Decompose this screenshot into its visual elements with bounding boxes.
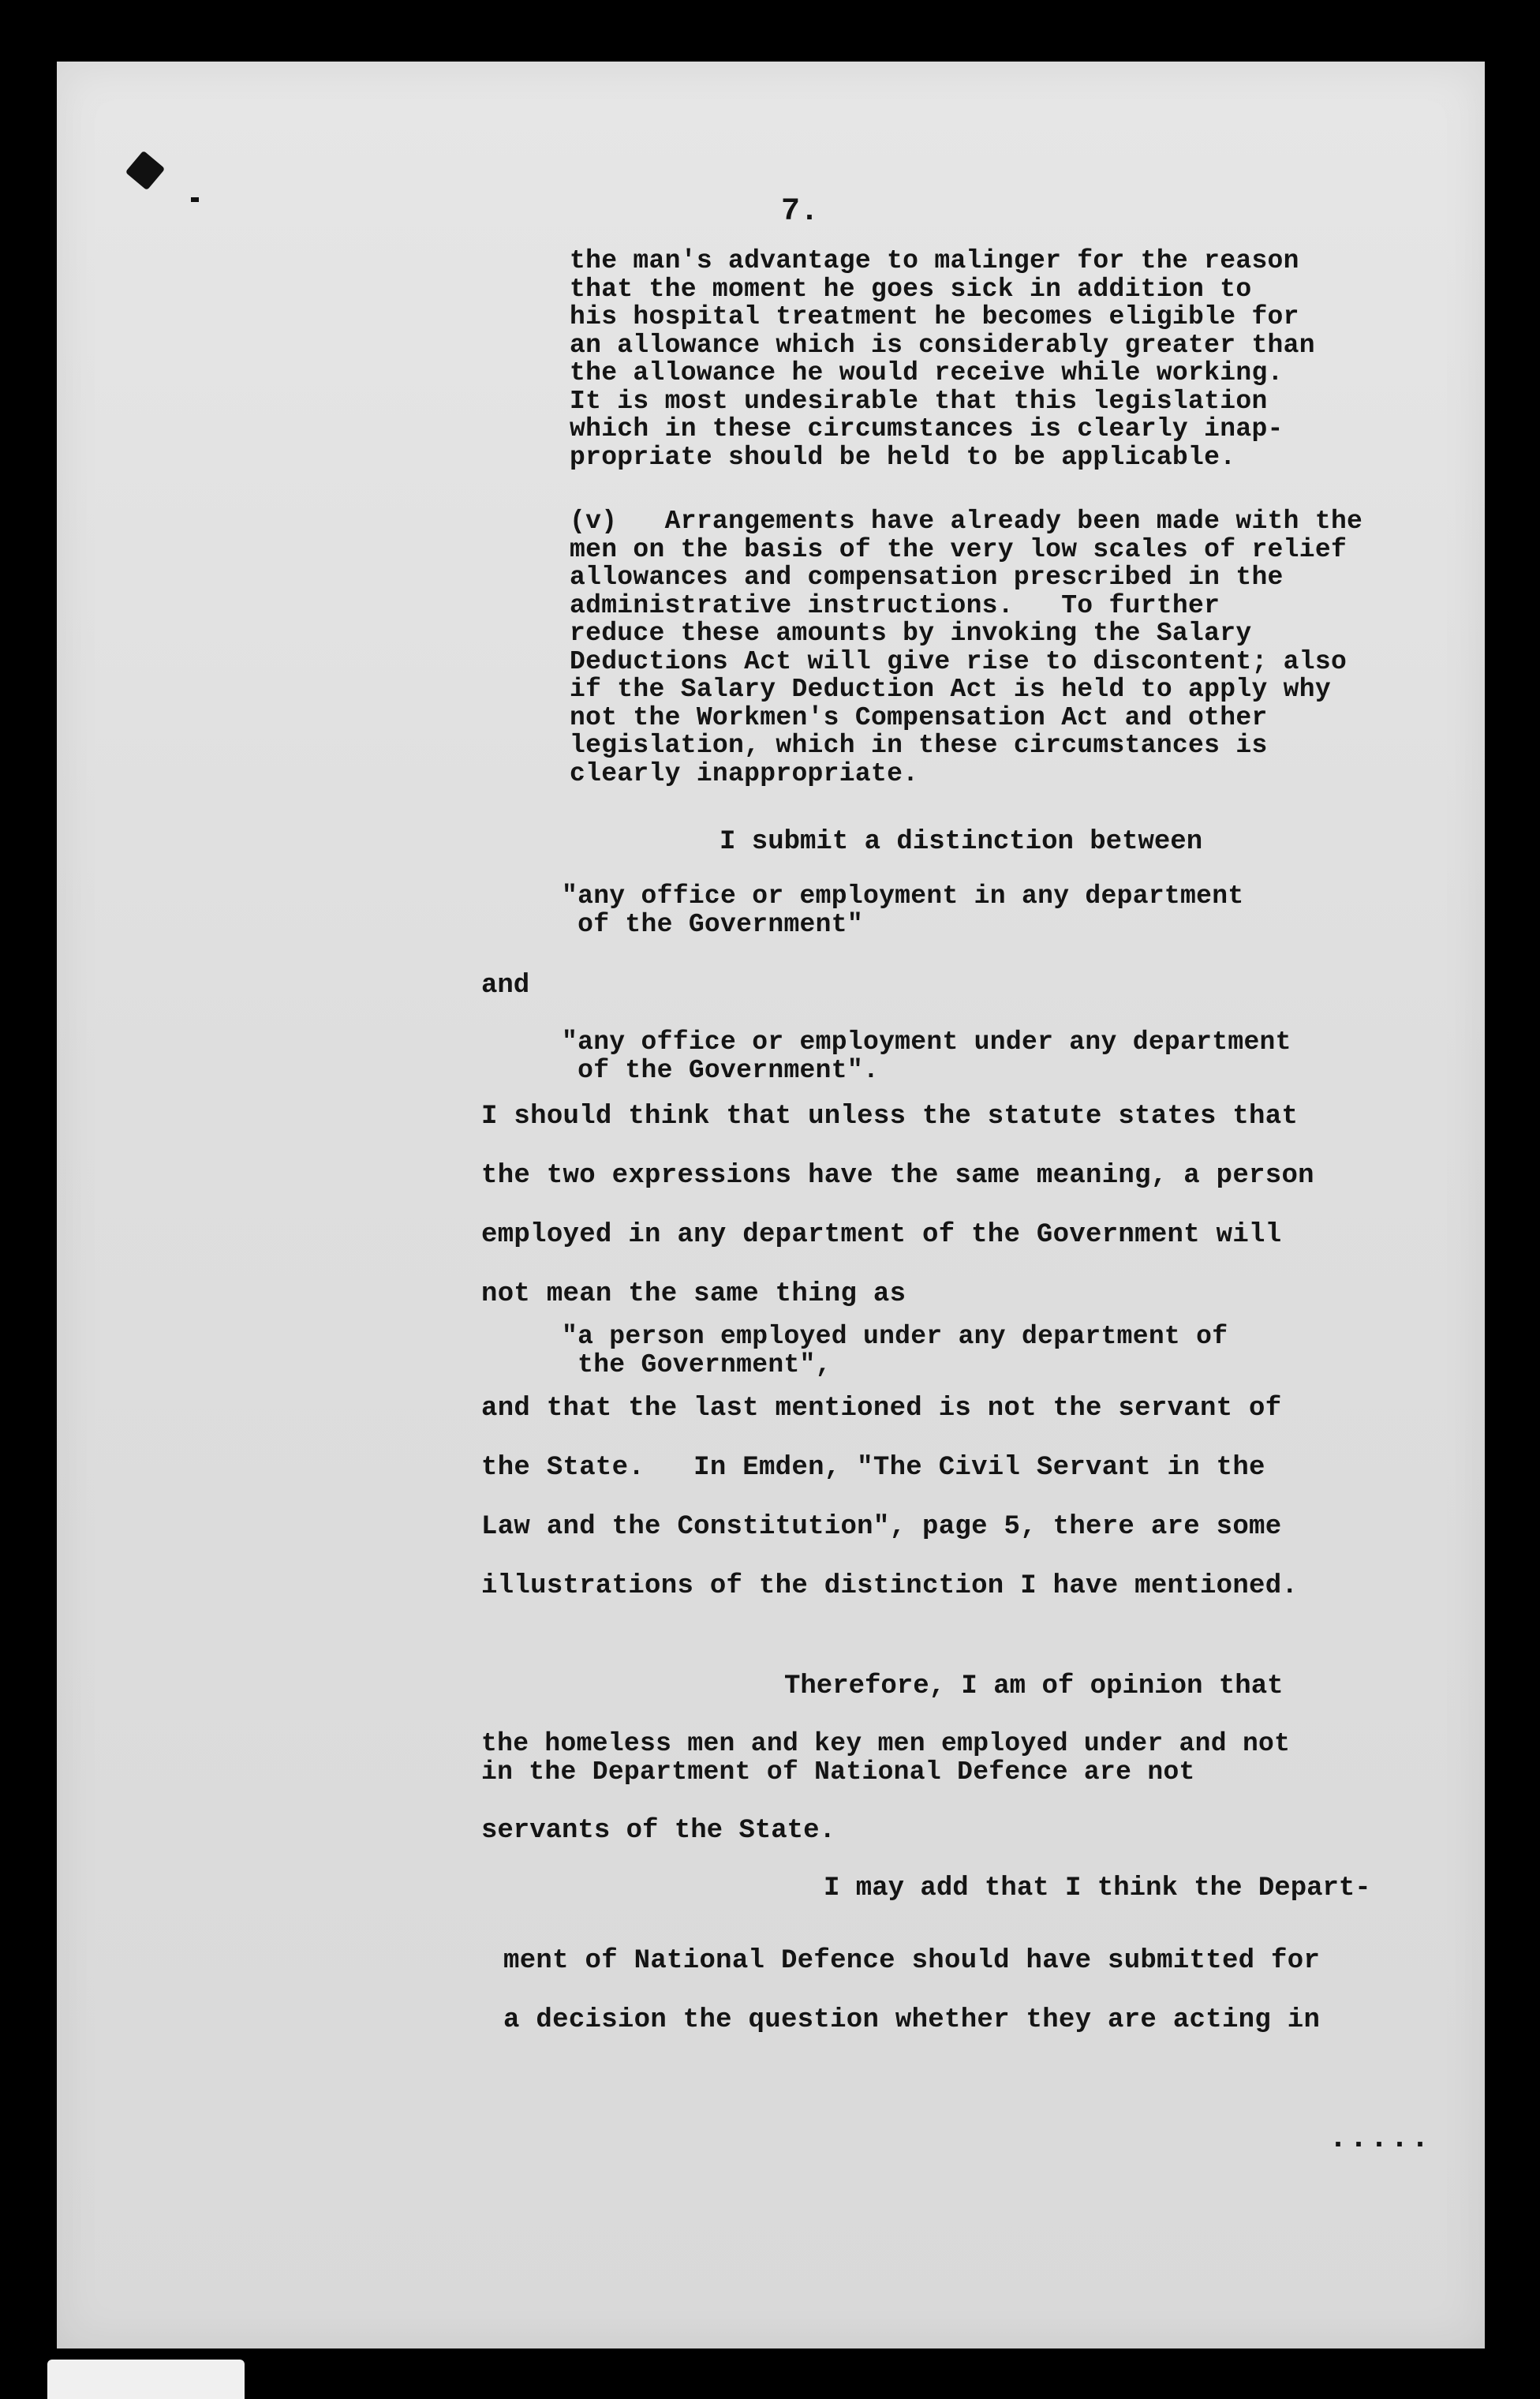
text-line: allowances and compensation prescribed in the bbox=[570, 563, 1284, 592]
text-line: a decision the question whether they are acting in bbox=[503, 2005, 1321, 2035]
text-line: (v) Arrangements have already been made with the bbox=[570, 507, 1363, 536]
ink-dot-mark bbox=[191, 197, 199, 202]
document-page bbox=[57, 62, 1485, 2348]
text-line: the homeless men and key men employed under and not bbox=[481, 1729, 1291, 1758]
quote-in-department bbox=[562, 882, 1243, 938]
text-line: propriate should be held to be applicable. bbox=[570, 442, 1236, 472]
therefore-line: Therefore, I am of opinion that bbox=[784, 1671, 1284, 1701]
may-add-line: I may add that I think the Depart- bbox=[824, 1873, 1371, 1903]
text-line: clearly inappropriate. bbox=[570, 758, 919, 788]
ink-blot-mark bbox=[125, 151, 166, 191]
text-line: his hospital treatment he becomes eligible for bbox=[570, 302, 1299, 331]
text-line: of the Government". bbox=[562, 1055, 880, 1085]
and-line: and bbox=[481, 971, 530, 1001]
text-line: of the Government" bbox=[562, 909, 863, 939]
text-line: "any office or employment under any department bbox=[562, 1027, 1291, 1057]
submit-line: I submit a distinction between bbox=[720, 827, 1203, 857]
paragraph-malinger bbox=[570, 247, 1315, 471]
text-line: Law and the Constitution", page 5, there are some bbox=[481, 1512, 1282, 1542]
text-line: It is most undesirable that this legislation bbox=[570, 386, 1268, 416]
final-paragraph bbox=[503, 1932, 1320, 2050]
text-line: legislation, which in these circumstances is bbox=[570, 731, 1268, 760]
text-line: if the Salary Deduction Act is held to apply why bbox=[570, 675, 1331, 704]
text-line: the Government", bbox=[562, 1349, 832, 1379]
text-line: not the Workmen's Compensation Act and other bbox=[570, 702, 1268, 732]
text-line: administrative instructions. To further bbox=[570, 590, 1220, 620]
page-number: 7. bbox=[781, 194, 820, 230]
quote-under-department bbox=[562, 1028, 1291, 1084]
text-line: the State. In Emden, "The Civil Servant in the bbox=[481, 1453, 1265, 1483]
body-paragraph-state bbox=[481, 1379, 1298, 1616]
paragraph-v bbox=[570, 507, 1362, 788]
text-line: "a person employed under any department of bbox=[562, 1322, 1228, 1351]
continuation-mark: ..... bbox=[1329, 2121, 1432, 2157]
text-line: "any office or employment in any department bbox=[562, 881, 1244, 911]
text-line: illustrations of the distinction I have mentioned. bbox=[481, 1571, 1299, 1601]
text-line: and that the last mentioned is not the servant of bbox=[481, 1394, 1282, 1424]
text-line: not mean the same thing as bbox=[481, 1279, 906, 1309]
text-line: that the moment he goes sick in addition to bbox=[570, 274, 1252, 304]
text-line: men on the basis of the very low scales of relief bbox=[570, 534, 1348, 564]
text-line: reduce these amounts by invoking the Salary bbox=[570, 619, 1252, 648]
servants-line: servants of the State. bbox=[481, 1816, 835, 1846]
text-line: ment of National Defence should have submitted for bbox=[503, 1946, 1321, 1976]
text-line: an allowance which is considerably greater than bbox=[570, 330, 1315, 360]
text-line: in the Department of National Defence are not bbox=[481, 1757, 1195, 1787]
body-paragraph-think bbox=[481, 1087, 1314, 1324]
homeless-men-paragraph bbox=[481, 1730, 1290, 1786]
text-line: the allowance he would receive while working. bbox=[570, 358, 1284, 387]
text-line: I should think that unless the statute states that bbox=[481, 1102, 1299, 1132]
text-line: the man's advantage to malinger for the reason bbox=[570, 246, 1299, 275]
text-line: the two expressions have the same meaning, a person bbox=[481, 1161, 1314, 1191]
text-line: which in these circumstances is clearly inap- bbox=[570, 414, 1284, 443]
text-line: Deductions Act will give rise to discontent; also bbox=[570, 646, 1348, 676]
text-line: employed in any department of the Government will bbox=[481, 1220, 1282, 1250]
film-label-tab bbox=[47, 2360, 245, 2399]
quote-person-employed bbox=[562, 1323, 1228, 1379]
